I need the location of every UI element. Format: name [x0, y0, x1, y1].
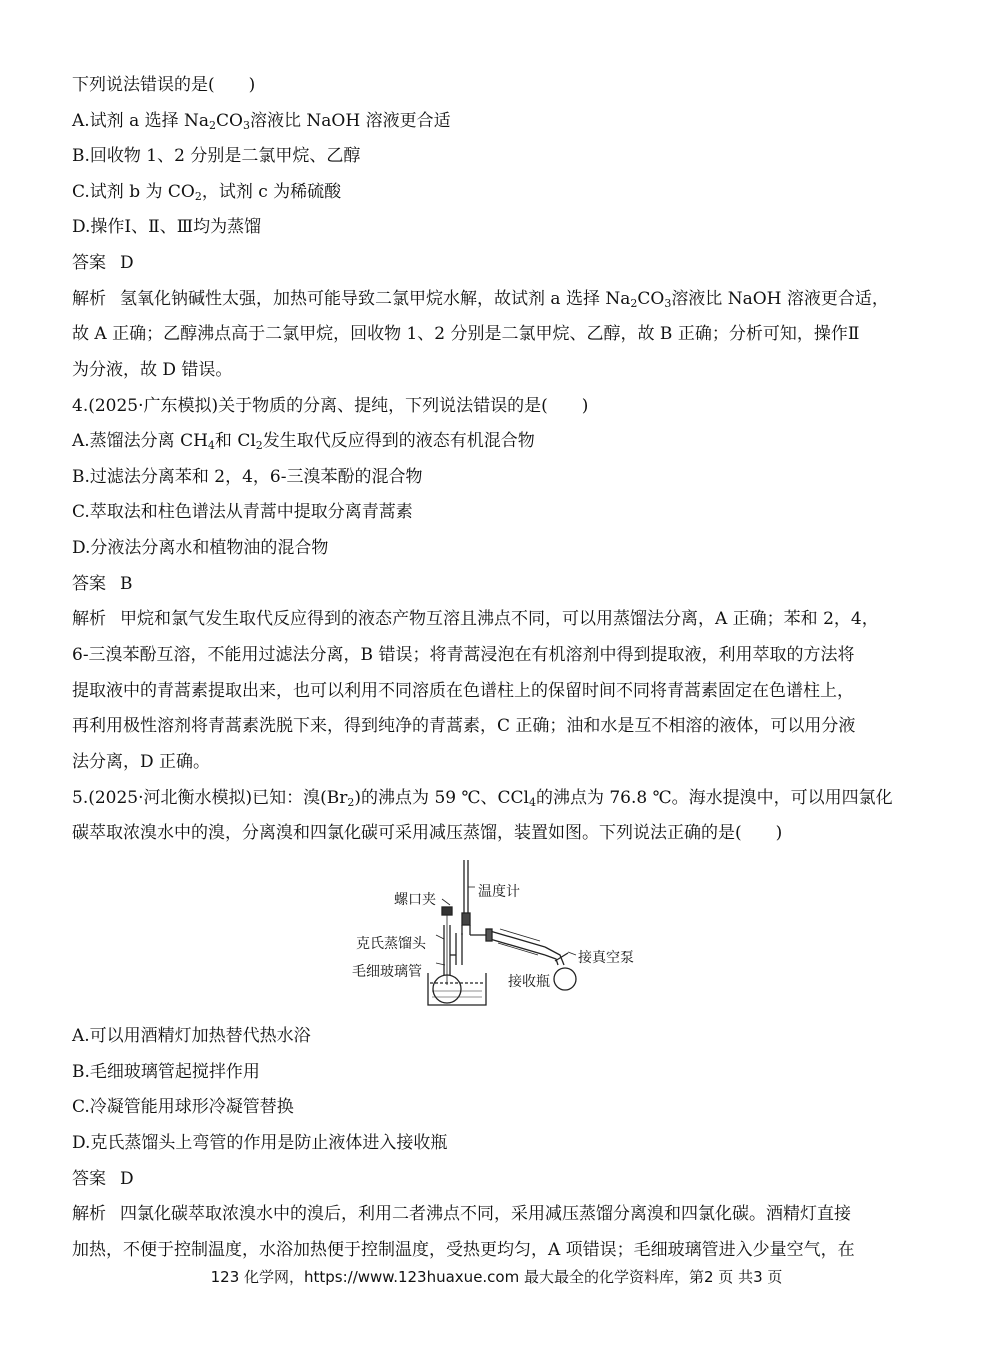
q4-analysis-line-1: 解析 甲烷和氯气发生取代反应得到的液态产物互溶且沸点不同，可以用蒸馏法分离，A 正确；苯和 2，4，	[72, 609, 879, 629]
q3-option-c: C.试剂 b 为 $CO_2$，试剂 c 为稀硫酸	[72, 182, 342, 203]
q3-option-d: D.操作Ⅰ、Ⅱ、Ⅲ均为蒸馏	[72, 217, 262, 237]
q5-option-c: C.冷凝管能用球形冷凝管替换	[72, 1097, 294, 1117]
q5-analysis-line-2: 加热，不便于控制温度，水浴加热便于控制温度，受热更均匀，A 项错误；毛细玻璃管进入少量空气，在	[72, 1240, 855, 1260]
q3-option-a: A.试剂 a 选择 $Na_2CO_3$溶液比 NaOH 溶液更合适	[72, 111, 451, 132]
q4-option-c: C.萃取法和柱色谱法从青蒿中提取分离青蒿素	[72, 502, 413, 522]
q4-analysis-line-4: 再利用极性溶剂将青蒿素洗脱下来，得到纯净的青蒿素，C 正确；油和水是互不相溶的液体，可以用分液	[72, 716, 856, 736]
q5-stem-line-2: 碳萃取浓溴水中的溴，分离溴和四氯化碳可采用减压蒸馏，装置如图。下列说法正确的是( )	[72, 823, 783, 843]
distillation-apparatus-figure	[350, 855, 650, 1015]
label-thermometer: 温度计	[478, 884, 520, 900]
q3-option-b: B.回收物 1、2 分别是二氯甲烷、乙醇	[72, 146, 361, 166]
label-claisen-head: 克氏蒸馏头	[356, 936, 426, 952]
q5-option-b: B.毛细玻璃管起搅拌作用	[72, 1062, 260, 1082]
q4-option-b: B.过滤法分离苯和 2，4，6-三溴苯酚的混合物	[72, 467, 423, 487]
q4-option-a: A.蒸馏法分离 $CH_4$和 $Cl_2$发生取代反应得到的液态有机混合物	[72, 431, 535, 452]
q4-analysis-line-3: 提取液中的青蒿素提取出来，也可以利用不同溶质在色谱柱上的保留时间不同将青蒿素固定在色谱柱上，	[72, 681, 854, 701]
q4-analysis-line-2: 6-三溴苯酚互溶，不能用过滤法分离，B 错误；将青蒿浸泡在有机溶剂中得到提取液，利用萃取的方法将	[72, 645, 855, 665]
page-footer: 123 化学网，https://www.123huaxue.com 最大最全的化学资料库，第2 页 共3 页	[210, 1268, 783, 1286]
q4-stem: 4.(2025·广东模拟)关于物质的分离、提纯，下列说法错误的是( )	[72, 396, 589, 416]
q4-answer: 答案 B	[72, 574, 133, 594]
receiver-flask	[554, 968, 576, 990]
screw-clamp	[442, 907, 452, 915]
label-screw-clamp: 螺口夹	[394, 892, 436, 908]
q3-answer: 答案 D	[72, 253, 134, 273]
q5-option-a: A.可以用酒精灯加热替代热水浴	[72, 1026, 311, 1046]
q5-analysis-line-1: 解析 四氯化碳萃取浓溴水中的溴后，利用二者沸点不同，采用减压蒸馏分离溴和四氯化碳。酒精灯直接	[72, 1204, 851, 1224]
q5-answer: 答案 D	[72, 1169, 134, 1189]
label-capillary: 毛细玻璃管	[352, 964, 422, 980]
q4-analysis-line-5: 法分离，D 正确。	[72, 752, 211, 772]
q3-analysis-line-3: 为分液，故 D 错误。	[72, 360, 233, 380]
thermometer	[464, 860, 468, 915]
label-receiver: 接收瓶	[508, 974, 550, 990]
q3-analysis-line-1: 解析 氢氧化钠碱性太强，加热可能导致二氯甲烷水解，故试剂 a 选择 $Na_2CO_3$溶液比 NaOH 溶液更合适，	[72, 289, 889, 310]
q5-stem-line-1: 5.(2025·河北衡水模拟)已知：溴$(Br_2)$的沸点为 59 ℃、CCl$_4$的沸点为 76.8 ℃。海水提溴中，可以用四氯化	[72, 788, 893, 809]
q3-analysis-line-2: 故 A 正确；乙醇沸点高于二氯甲烷，回收物 1、2 分别是二氯甲烷、乙醇，故 B 正确；分析可知，操作Ⅱ	[72, 324, 860, 344]
water-bath	[428, 973, 486, 1005]
label-vacuum-pump: 接真空泵	[578, 950, 634, 966]
q4-option-d: D.分液法分离水和植物油的混合物	[72, 538, 329, 558]
q5-option-d: D.克氏蒸馏头上弯管的作用是防止液体进入接收瓶	[72, 1133, 448, 1153]
q3-stem: 下列说法错误的是( )	[72, 75, 256, 95]
